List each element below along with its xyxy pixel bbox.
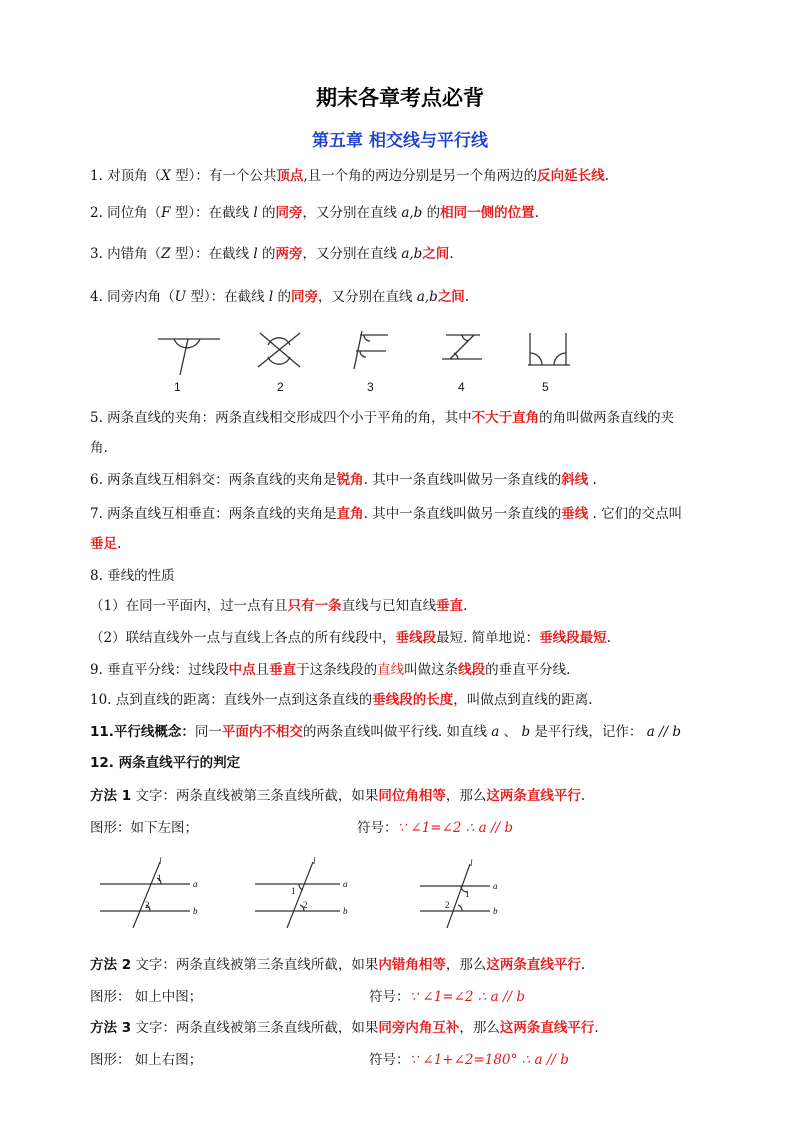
method-2-figure-line: 图形： 如上中图； 符号：∵ ∠1=∠2 ∴ a // b xyxy=(90,989,526,1005)
mid-label-l: l xyxy=(313,856,316,866)
fig-label-1: 1 xyxy=(174,380,181,394)
mid-label-2: 2 xyxy=(303,900,308,910)
item-11: 11.平行线概念：同一平面内不相交的两条直线叫做平行线. 如直线 a 、 b 是平行线，记作： a // b xyxy=(90,724,682,740)
fig1-line-b xyxy=(180,339,188,375)
page-title: 期末各章考点必背 xyxy=(316,86,484,110)
method-3-figure-line: 图形： 如上右图； 符号：∵ ∠1+∠2=180° ∴ a // b xyxy=(90,1052,569,1068)
item-3: 3. 内错角（Z 型）：在截线 l 的两旁，又分别在直线 a,b之间. xyxy=(90,246,454,262)
item-5: 5. 两条直线的夹角：两条直线相交形成四个小于平角的角，其中不大于直角的角叫做两条直线的夹 xyxy=(90,410,675,426)
fig-label-3: 3 xyxy=(367,380,374,394)
fig-label-5: 5 xyxy=(542,380,549,394)
item-4: 4. 同旁内角（U 型）：在截线 l 的同旁，又分别在直线 a,b之间. xyxy=(90,289,470,305)
angle-types-figure xyxy=(150,325,590,400)
fig4-arc-2 xyxy=(454,353,458,359)
right-label-1: 1 xyxy=(465,889,470,899)
item-7-line2: 垂足. xyxy=(90,536,122,552)
fig4-arc-1 xyxy=(462,335,468,341)
parallel-diagrams xyxy=(95,856,525,936)
mid-label-1: 1 xyxy=(291,886,296,896)
item-1: 1. 对顶角（X 型）：有一个公共顶点,且一个角的两边分别是另一个角两边的反向延长线. xyxy=(90,168,609,184)
item-9: 9. 垂直平分线：过线段中点且垂直于这条线段的直线叫做这条线段的垂直平分线. xyxy=(90,662,571,678)
mid-label-a: a xyxy=(343,879,348,889)
right-label-a: a xyxy=(493,881,498,891)
item-12: 12. 两条直线平行的判定 xyxy=(90,755,241,771)
left-label-l: l xyxy=(159,856,162,866)
fig3-arc-2 xyxy=(360,351,366,357)
left-label-a: a xyxy=(193,879,198,889)
item-8: 8. 垂线的性质 xyxy=(90,568,175,584)
left-label-2: 2 xyxy=(145,900,150,910)
method-1: 方法 1 文字：两条直线被第三条直线所截，如果同位角相等，那么这两条直线平行. xyxy=(90,788,586,804)
chapter-heading: 第五章 相交线与平行线 xyxy=(312,131,488,151)
fig2-arc-bottom xyxy=(268,357,290,364)
item-2: 2. 同位角（F 型）：在截线 l 的同旁，又分别在直线 a,b 的相同一侧的位置. xyxy=(90,205,539,221)
fig-label-4: 4 xyxy=(458,380,465,394)
fig4-line-diag xyxy=(450,335,474,359)
method-2: 方法 2 文字：两条直线被第三条直线所截，如果内错角相等，那么这两条直线平行. xyxy=(90,957,586,973)
right-label-b: b xyxy=(493,906,498,916)
right-angle-2 xyxy=(458,905,462,911)
item-10: 10. 点到直线的距离：直线外一点到这条直线的垂线段的长度，叫做点到直线的距离. xyxy=(90,692,593,708)
fig5-arc-left xyxy=(530,353,542,365)
item-7: 7. 两条直线互相垂直：两条直线的夹角是直角. 其中一条直线叫做另一条直线的垂线 . 它们的交点叫 xyxy=(90,506,683,522)
right-label-2: 2 xyxy=(445,900,450,910)
item-8-1: （1）在同一平面内，过一点有且只有一条直线与已知直线垂直. xyxy=(90,598,468,614)
left-label-b: b xyxy=(193,906,198,916)
method-3: 方法 3 文字：两条直线被第三条直线所截，如果同旁内角互补，那么这两条直线平行. xyxy=(90,1020,599,1036)
item-6: 6. 两条直线互相斜交：两条直线的夹角是锐角. 其中一条直线叫做另一条直线的斜线 . xyxy=(90,472,597,488)
item-5-line2: 角. xyxy=(90,440,108,456)
fig3-line-transversal xyxy=(354,331,362,369)
method-1-figure-line: 图形：如下左图； 符号：∵ ∠1=∠2 ∴ a // b xyxy=(90,820,514,836)
right-label-l: l xyxy=(470,858,473,868)
left-transversal xyxy=(133,862,160,928)
fig-label-2: 2 xyxy=(277,380,284,394)
fig5-arc-right xyxy=(554,353,566,365)
fig3-arc-1 xyxy=(364,335,370,341)
left-label-1: 1 xyxy=(157,873,162,883)
mid-label-b: b xyxy=(343,906,348,916)
item-8-2: （2）联结直线外一点与直线上各点的所有线段中，垂线段最短. 简单地说：垂线段最短. xyxy=(90,630,611,646)
